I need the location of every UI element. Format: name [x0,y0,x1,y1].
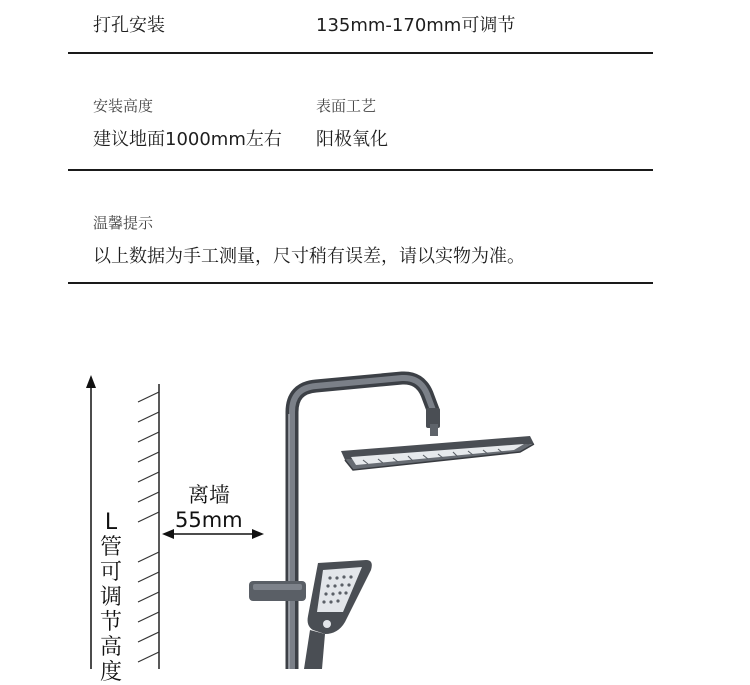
l-pipe-height-label [96,510,126,685]
wall-hatching [138,384,159,669]
rain-shower-head [341,436,534,470]
divider-3 [68,282,653,284]
vertical-char: 高 [99,635,122,660]
spec-height-label: 安装高度 [93,97,154,115]
divider-2 [68,169,653,171]
vertical-char: 节 [99,610,122,635]
vertical-char: 度 [99,660,122,685]
vertical-char: 可 [99,560,122,585]
wall-distance-value: 55mm [175,508,243,532]
vertical-char: 管 [99,535,122,560]
height-arrow [86,375,96,669]
shower-head-connector [426,408,440,436]
spec-finish-value: 阳极氧化 [316,129,388,150]
wall-distance-label: 离墙 [188,483,230,507]
spec-drilling-label: 打孔安装 [93,15,165,36]
spec-note-value: 以上数据为手工测量，尺寸稍有误差，请以实物为准。 [93,246,525,267]
hand-shower-holder [249,581,306,601]
spec-drilling-value: 135mm-170mm可调节 [316,15,516,36]
vertical-char: L [104,510,118,535]
spec-height-value: 建议地面1000mm左右 [93,129,282,150]
vertical-char: 调 [99,585,122,610]
spec-note-label: 温馨提示 [93,214,154,232]
hand-shower [304,560,372,669]
divider-1 [68,52,653,54]
spec-finish-label: 表面工艺 [316,97,377,115]
